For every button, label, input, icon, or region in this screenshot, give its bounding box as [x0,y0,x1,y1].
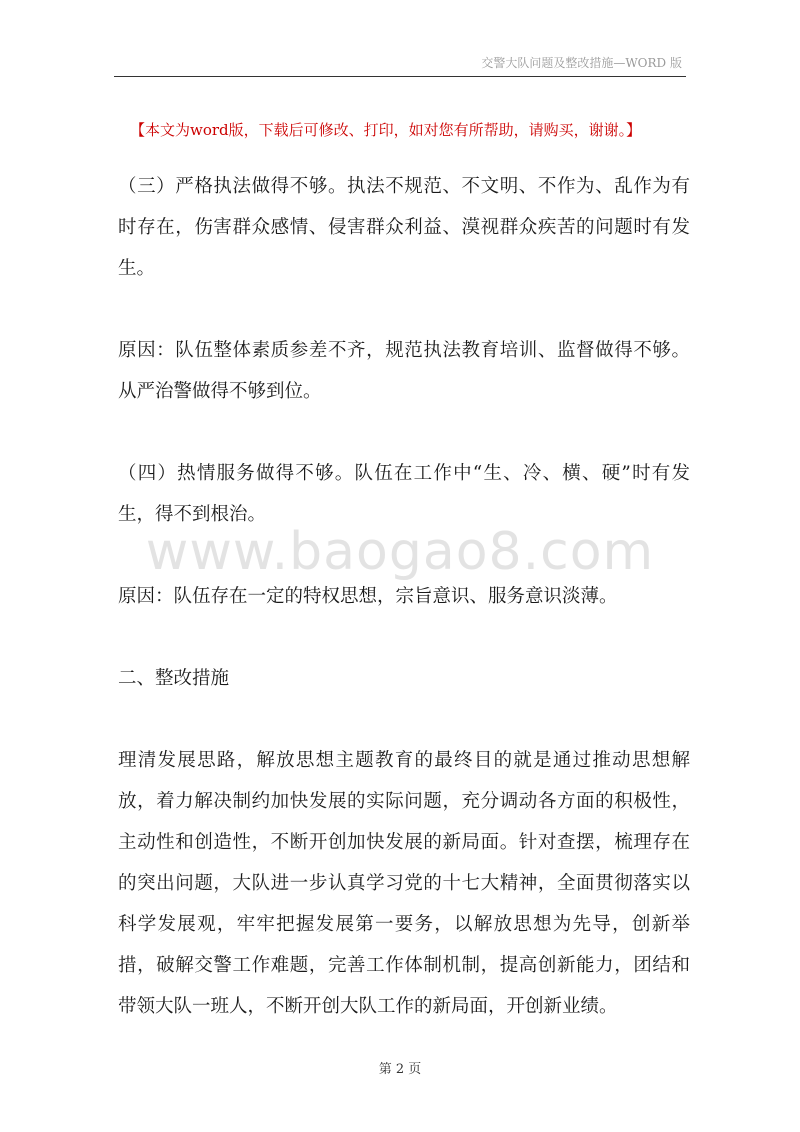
paragraph-strict-enforcement: （三）严格执法做得不够。执法不规范、不文明、不作为、乱作为有时存在，伤害群众感情、侵害群众利益、漠视群众疾苦的问题时有发生。 [118,176,690,279]
page-number: 第 2 页 [378,1062,422,1077]
section-heading-rectification: 二、整改措施 [118,668,230,689]
running-header: 交警大队问题及整改措施—WORD 版 [481,56,682,70]
paragraph-service: （四）热情服务做得不够。队伍在工作中“生、冷、横、硬”时有发生，得不到根治。 [118,463,690,525]
document-body [118,166,690,1068]
download-notice: 【本文为word版，下载后可修改、打印，如对您有所帮助，请购买，谢谢。】 [130,121,642,139]
paragraph-cause-2: 原因：队伍存在一定的特权思想，宗旨意识、服务意识淡薄。 [118,586,618,607]
paragraph-development: 理清发展思路，解放思想主题教育的最终目的就是通过推动思想解放，着力解决制约加快发展的实际问题，充分调动各方面的积极性，主动性和创造性，不断开创加快发展的新局面。针对查摆，梳理存在的突出问题，大队进一步认真学习党的十七大精神，全面贯彻落实以科学发展观，牢牢把握发展第一要务，以解放思想为先导，创新举措，破解交警工作难题，完善工作体制机制，提高创新能力，团结和带领大队一班人，不断开创大队工作的新局面，开创新业绩。 [118,750,690,1017]
header-divider [114,76,686,77]
watermark: www.baogao8.com [145,522,655,582]
paragraph-cause-1: 原因：队伍整体素质参差不齐，规范执法教育培训、监督做得不够。从严治警做得不够到位。 [118,340,690,402]
